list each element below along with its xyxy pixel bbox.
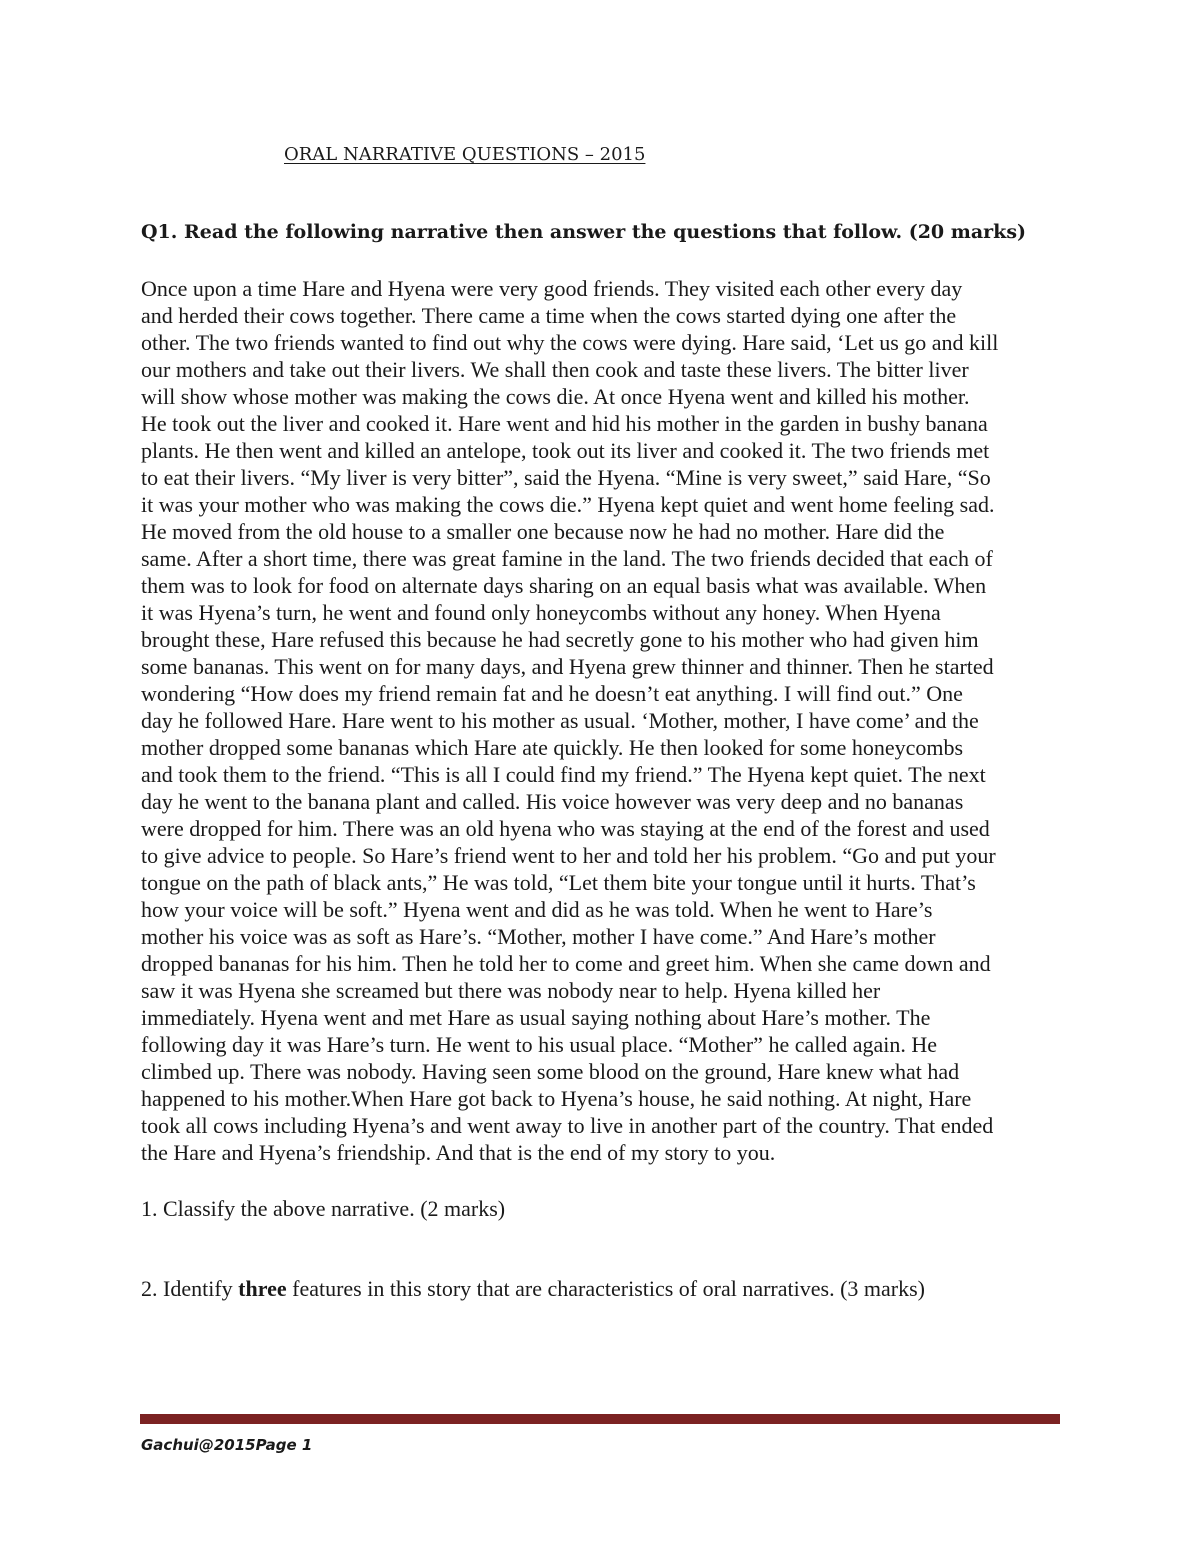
narrative-line: took all cows including Hyena’s and went away to live in another part of the country. That ended (141, 1113, 994, 1138)
sub-question-2-emphasis: three (238, 1276, 287, 1301)
narrative-line: mother his voice was as soft as Hare’s. “Mother, mother I have come.” And Hare’s mother (141, 924, 936, 949)
narrative-line: were dropped for him. There was an old hyena who was staying at the end of the forest and used (141, 816, 990, 841)
question-heading: Q1. Read the following narrative then answer the questions that follow. (20 marks) (141, 221, 1027, 243)
narrative-line: tongue on the path of black ants,” He was told, “Let them bite your tongue until it hurts. That’s (141, 870, 976, 895)
narrative-line: and herded their cows together. There came a time when the cows started dying one after the (141, 303, 957, 328)
narrative-line: Once upon a time Hare and Hyena were very good friends. They visited each other every day (141, 276, 963, 301)
document-title: ORAL NARRATIVE QUESTIONS – 2015 (284, 144, 646, 165)
narrative-line: will show whose mother was making the cows die. At once Hyena went and killed his mother. (141, 384, 970, 409)
narrative-line: brought these, Hare refused this because he had secretly gone to his mother who had given him (141, 627, 979, 652)
narrative-line: same. After a short time, there was great famine in the land. The two friends decided that each of (141, 546, 993, 571)
narrative-line: day he went to the banana plant and called. His voice however was very deep and no bananas (141, 789, 964, 814)
narrative-line: to eat their livers. “My liver is very bitter”, said the Hyena. “Mine is very sweet,” said Hare, “So (141, 465, 991, 490)
narrative-line: following day it was Hare’s turn. He went to his usual place. “Mother” he called again. He (141, 1032, 938, 1057)
narrative-line: plants. He then went and killed an antelope, took out its liver and cooked it. The two friends met (141, 438, 990, 463)
narrative-line: immediately. Hyena went and met Hare as usual saying nothing about Hare’s mother. The (141, 1005, 931, 1030)
narrative-line: our mothers and take out their livers. We shall then cook and taste these livers. The bitter liver (141, 357, 969, 382)
sub-question-2-suffix: features in this story that are characteristics of oral narratives. (3 marks) (286, 1276, 925, 1301)
narrative-line: He took out the liver and cooked it. Hare went and hid his mother in the garden in bushy banana (141, 411, 988, 436)
narrative-line: day he followed Hare. Hare went to his mother as usual. ‘Mother, mother, I have come’ and the (141, 708, 979, 733)
sub-question-1: 1. Classify the above narrative. (2 marks) (141, 1196, 506, 1221)
narrative-line: other. The two friends wanted to find out why the cows were dying. Hare said, ‘Let us go and kill (141, 330, 999, 355)
narrative-line: to give advice to people. So Hare’s friend went to her and told her his problem. “Go and put your (141, 843, 996, 868)
narrative-line: climbed up. There was nobody. Having seen some blood on the ground, Hare knew what had (141, 1059, 960, 1084)
narrative-line: He moved from the old house to a smaller one because now he had no mother. Hare did the (141, 519, 945, 544)
narrative-line: it was your mother who was making the cows die.” Hyena kept quiet and went home feeling sad. (141, 492, 995, 517)
footer-page-label: Gachui@2015Page 1 (141, 1436, 313, 1454)
sub-question-2-prefix: 2. Identify (141, 1276, 239, 1301)
narrative-line: wondering “How does my friend remain fat and he doesn’t eat anything. I will find out.” One (141, 681, 963, 706)
narrative-line: happened to his mother.When Hare got back to Hyena’s house, he said nothing. At night, Hare (141, 1086, 972, 1111)
narrative-line: the Hare and Hyena’s friendship. And that is the end of my story to you. (141, 1140, 776, 1165)
narrative-line: how your voice will be soft.” Hyena went and did as he was told. When he went to Hare’s (141, 897, 933, 922)
narrative-line: some bananas. This went on for many days, and Hyena grew thinner and thinner. Then he started (141, 654, 994, 679)
narrative-line: and took them to the friend. “This is all I could find my friend.” The Hyena kept quiet. The next (141, 762, 986, 787)
footer-rule (140, 1414, 1060, 1424)
sub-question-2 (141, 1275, 925, 1302)
narrative-line: it was Hyena’s turn, he went and found only honeycombs without any honey. When Hyena (141, 600, 941, 625)
narrative-line: mother dropped some bananas which Hare ate quickly. He then looked for some honeycombs (141, 735, 964, 760)
narrative-line: them was to look for food on alternate days sharing on an equal basis what was available. When (141, 573, 987, 598)
narrative-text (141, 275, 1071, 1166)
narrative-line: dropped bananas for his him. Then he told her to come and greet him. When she came down and (141, 951, 991, 976)
narrative-line: saw it was Hyena she screamed but there was nobody near to help. Hyena killed her (141, 978, 881, 1003)
